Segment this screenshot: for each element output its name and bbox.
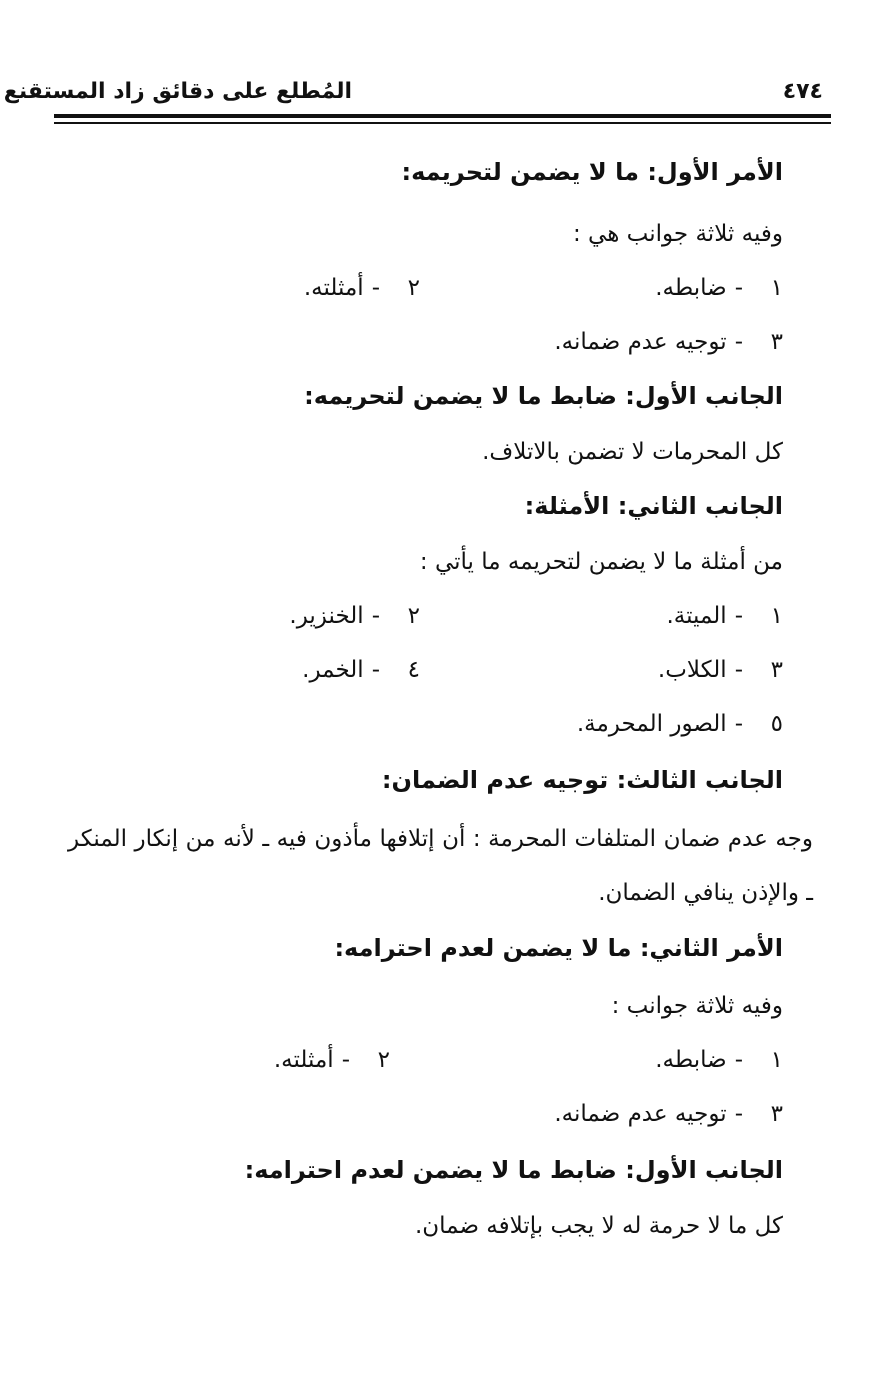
section2-heading: الأمر الثاني: ما لا يضمن لعدم احترامه:	[334, 934, 783, 962]
list-item: ٣-الكلاب.	[657, 657, 783, 683]
running-title: المُطلع على دقائق زاد المستقنع	[3, 79, 352, 104]
list-item: ١-ضابطه.	[655, 1047, 783, 1073]
list-item: ٥-الصور المحرمة.	[576, 711, 783, 737]
header-rule-thin	[54, 122, 831, 124]
examples-row2	[0, 648, 885, 702]
list-item: ٤-الخمر.	[302, 657, 420, 683]
examples-row1	[0, 594, 885, 648]
section1-aspect3-text: وجه عدم ضمان المتلفات المحرمة : أن إتلافها مأذون فيه ـ لأنه من إنكار المنكر ـ والإذن ينافي الضمان.	[68, 826, 813, 906]
section1-heading: الأمر الأول: ما لا يضمن لتحريمه:	[401, 158, 783, 186]
list-item: ١-ضابطه.	[655, 275, 783, 301]
list-item: ١-الميتة.	[666, 603, 783, 629]
section1-items-row2	[0, 320, 885, 374]
list-item: ٢-الخنزير.	[289, 603, 420, 629]
section1-aspect2-heading: الجانب الثاني: الأمثلة:	[524, 492, 783, 520]
section1-aspect2-intro: من أمثلة ما لا يضمن لتحريمه ما يأتي :	[419, 549, 783, 575]
section1-aspect3-heading: الجانب الثالث: توجيه عدم الضمان:	[381, 766, 783, 794]
list-item: ٢-أمثلته.	[303, 275, 420, 301]
list-item: ٣-توجيه عدم ضمانه.	[554, 1101, 783, 1127]
section1-items-row1	[0, 266, 885, 320]
section2-aspect1-heading: الجانب الأول: ضابط ما لا يضمن لعدم احترامه:	[244, 1156, 783, 1184]
section2-items-row2	[0, 1092, 885, 1146]
list-item: ٢-أمثلته.	[273, 1047, 390, 1073]
section1-aspect1-text: كل المحرمات لا تضمن بالاتلاف.	[482, 439, 783, 465]
section2-intro: وفيه ثلاثة جوانب :	[611, 993, 783, 1019]
section1-aspect1-heading: الجانب الأول: ضابط ما لا يضمن لتحريمه:	[304, 382, 783, 410]
header-rule-thick	[54, 114, 831, 118]
examples-row3	[0, 702, 885, 756]
section2-aspect1-text: كل ما لا حرمة له لا يجب بإتلافه ضمان.	[414, 1213, 783, 1239]
section2-items-row1	[0, 1038, 885, 1092]
list-item: ٣-توجيه عدم ضمانه.	[554, 329, 783, 355]
section1-intro: وفيه ثلاثة جوانب هي :	[573, 221, 783, 247]
page-number: ٤٧٤	[782, 79, 823, 104]
